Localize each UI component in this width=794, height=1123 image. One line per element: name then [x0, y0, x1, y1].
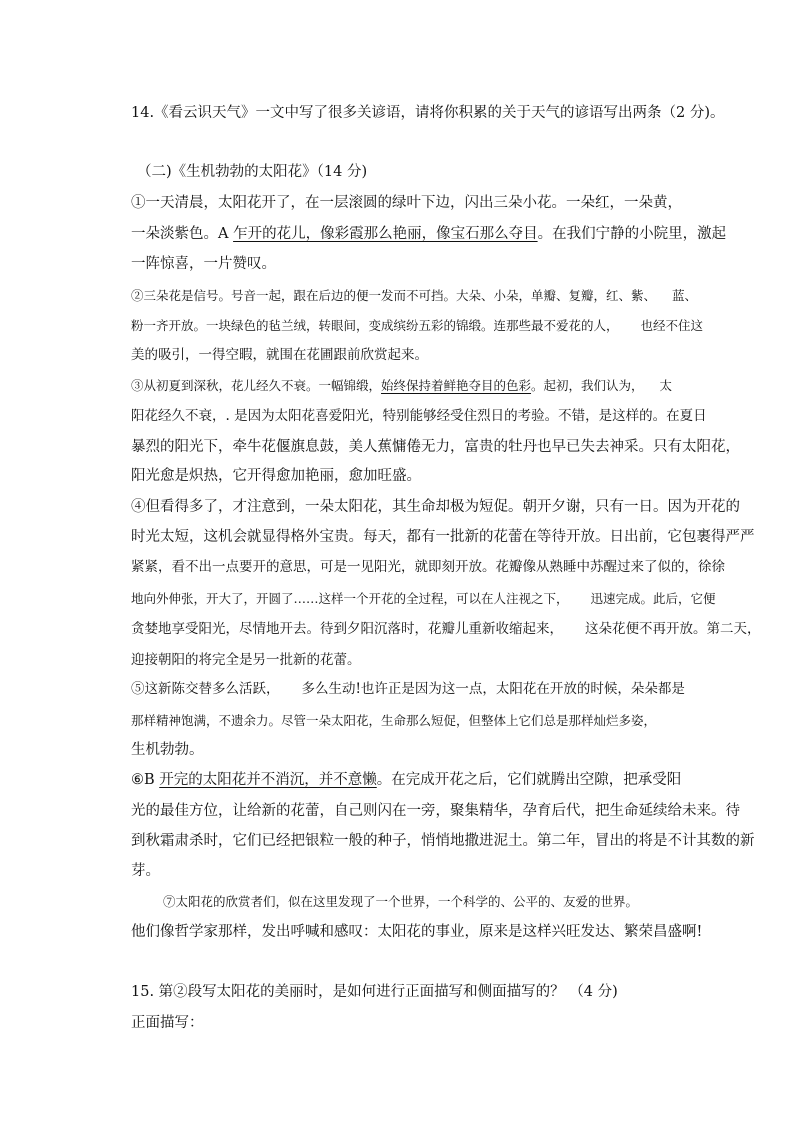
- text: ⑤这新陈交替多么活跃，: [131, 681, 280, 697]
- text: 一朵淡紫色。A: [131, 226, 234, 242]
- paragraph-4-line-6: 迎接朝阳的将完全是另一批新的花蕾。: [131, 652, 361, 668]
- paragraph-5-line-3: 生机勃勃。: [131, 742, 204, 758]
- underlined-phrase: 始终保持着鲜艳夺目的色彩: [381, 378, 532, 393]
- paragraph-1-line-2: [131, 227, 726, 242]
- text: 蓝、: [672, 288, 698, 303]
- paragraph-4-line-4: [131, 593, 716, 606]
- paragraph-5-line-2: 那样精神饱满，不遗余力。尽管一朵太阳花，生命那么短促，但整体上它们总是那样灿烂多姿，: [131, 713, 657, 728]
- paragraph-3-line-3: 暴烈的阳光下，牵牛花偃旗息鼓，美人蕉慵倦无力，富贵的牡丹也早已失去神采。只有太阳花，: [131, 439, 740, 455]
- text: 多么生动!也许正是因为这一点，太阳花在开放的时候，朵朵都是: [301, 681, 685, 697]
- paragraph-7-line-2: 他们像哲学家那样，发出呼喊和感叹：太阳花的事业，原来是这样兴旺发达、繁荣昌盛啊!: [131, 924, 703, 940]
- paragraph-2-line-3: 美的吸引，一得空暇，就围在花圃跟前欣赏起来。: [131, 347, 428, 363]
- text: ⑥B: [131, 772, 160, 788]
- paragraph-2-line-2: [131, 320, 703, 333]
- paragraph-3-line-1: [131, 380, 672, 393]
- text: 贪婪地享受阳光，尽情地开去。待到夕阳沉落时，花瓣儿重新收缩起来，: [131, 621, 563, 637]
- text: 。在完成开花之后，它们就腾出空隙，把承受阳: [376, 772, 682, 788]
- answer-label-front: 正面描写：: [131, 1015, 204, 1031]
- text: 太: [659, 378, 673, 393]
- paragraph-4-line-3: 紧紧，看不出一点要开的意思，可是一见阳光，就即刻开放。花瓣像从熟睡中苏醒过来了似的，徐徐: [131, 559, 725, 575]
- text: 地向外伸张，开大了，开圆了……这样一个开花的全过程，可以在人注视之下，: [131, 591, 569, 606]
- text: 也经不住这: [640, 318, 704, 333]
- text: ③从初夏到深秋，花儿经久不衰。一幅锦缎，: [131, 378, 382, 393]
- paragraph-1-line-1: ①一天清晨，太阳花开了，在一层滚圆的绿叶下边，闪出三朵小花。一朵红，一朵黄，: [131, 195, 682, 211]
- text: ②三朵花是信号。号音一起，跟在后边的便一发而不可挡。大朵、小朵，单瓣、复瓣，红、紫、: [131, 288, 657, 303]
- paragraph-4-line-5: [131, 623, 761, 637]
- paragraph-6-line-1: [131, 773, 681, 788]
- section-title: （二)《生机勃勃的太阳花》（14 分): [137, 164, 368, 180]
- text: 。在我们宁静的小院里，激起: [537, 226, 727, 242]
- text: 。起初，我们认为，: [531, 378, 644, 393]
- paragraph-3-line-4: 阳光愈是炽热，它开得愈加艳丽，愈加旺盛。: [131, 468, 421, 484]
- paragraph-4-line-1: ④但看得多了，才注意到，一朵太阳花，其生命却极为短促。朝开夕谢，只有一日。因为开花的: [131, 499, 740, 515]
- paragraph-6-line-4: 芽。: [131, 863, 160, 879]
- text: 这朵花便不再开放。第二天，: [585, 621, 761, 637]
- paragraph-2-line-1: [131, 290, 697, 303]
- text: 迅速完成。此后，它便: [590, 591, 716, 606]
- question-15: 15. 第②段写太阳花的美丽时，是如何进行正面描写和侧面描写的？ （4 分): [131, 984, 618, 1000]
- paragraph-6-line-3: 到秋霜肃杀时，它们已经把银粒一般的种子，悄悄地撒进泥土。第二年，冒出的将是不计其数的新: [131, 833, 755, 849]
- paragraph-7-line-1: ⑦太阳花的欣赏者们，似在这里发现了一个世界，一个科学的、公平的、友爱的世界。: [163, 894, 639, 909]
- question-14: 14.《看云识天气》一文中写了很多关谚语，请将你积累的关于天气的谚语写出两条（2 分)。: [131, 105, 725, 121]
- text: 粉一齐开放。一块绿色的毡兰绒，转眼间，变成缤纷五彩的锦缎。连那些最不爱花的人，: [131, 318, 619, 333]
- paragraph-5-line-1: [131, 683, 685, 697]
- paragraph-4-line-2: 时光太短，这机会就显得格外宝贵。每天，都有一批新的花蕾在等待开放。日出前，它包裹得严严: [131, 529, 755, 545]
- underlined-sentence-b: 开完的太阳花并不消沉，并不意懒: [159, 772, 377, 788]
- paragraph-1-line-3: 一阵惊喜，一片赞叹。: [131, 256, 276, 272]
- underlined-sentence-a: 乍开的花儿，像彩霞那么艳丽，像宝石那么夺目: [233, 226, 538, 242]
- paragraph-3-line-2: 阳花经久不衰，. 是因为太阳花喜爱阳光，特别能够经受住烈日的考验。不错，是这样的。在夏日: [131, 408, 707, 424]
- paragraph-6-line-2: 光的最佳方位，让给新的花蕾，自己则闪在一旁，聚集精华，孕育后代，把生命延续给未来。待: [131, 803, 740, 819]
